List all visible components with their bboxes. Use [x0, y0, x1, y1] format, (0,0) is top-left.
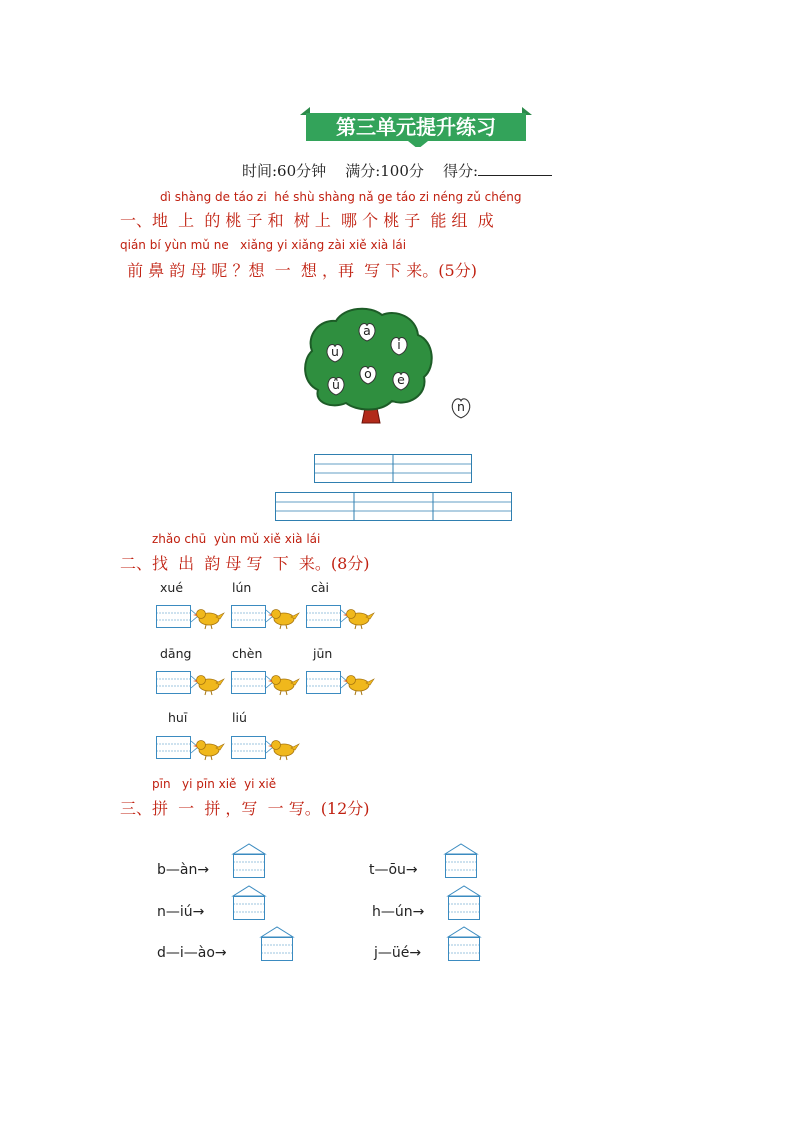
q1-text-1: 一、地 上 的 桃 子 和 树 上 哪 个 桃 子 能 组 成	[120, 211, 494, 230]
house-write-box[interactable]	[443, 842, 479, 880]
title-banner	[300, 107, 532, 147]
spell-item: t—ōu→	[369, 862, 418, 878]
write-box-icon	[231, 670, 301, 696]
house-write-box[interactable]	[446, 925, 482, 963]
q2-pinyin: zhǎo chū yùn mǔ xiě xià lái	[152, 532, 321, 546]
score-label: 满分:100分	[345, 162, 424, 180]
house-write-box[interactable]	[231, 842, 267, 880]
word-pinyin: huī	[168, 710, 188, 725]
q1-pinyin-1: dì shàng de táo zi hé shù shàng nǎ ge táo zi néng zǔ chéng	[160, 190, 522, 204]
house-write-box[interactable]	[259, 925, 295, 963]
score-blank[interactable]	[478, 163, 552, 176]
write-box-with-bird[interactable]	[156, 604, 226, 630]
spell-item: b—àn→	[157, 862, 210, 878]
spell-item: h—ún→	[372, 904, 425, 920]
word-pinyin: chèn	[232, 646, 263, 661]
q1-pinyin-2: qián bí yùn mǔ ne xiǎng yi xiǎng zài xiě xià lái	[120, 238, 407, 252]
peach-letter: u	[331, 344, 339, 359]
write-box-with-bird[interactable]	[231, 670, 301, 696]
peach-letter: ü	[332, 377, 340, 392]
peach-letter: n	[457, 399, 465, 414]
word-pinyin: cài	[311, 580, 330, 595]
house-write-box[interactable]	[231, 884, 267, 922]
write-box-icon	[231, 735, 301, 761]
peach-i[interactable]	[388, 334, 410, 356]
write-box-icon	[156, 670, 226, 696]
peach-n[interactable]	[449, 395, 473, 419]
q2-text: 二、找 出 韵 母 写 下 来。(8分)	[120, 554, 370, 573]
peach-a[interactable]	[356, 320, 378, 342]
answer-grid-2[interactable]	[314, 454, 474, 486]
write-box-with-bird[interactable]	[156, 735, 226, 761]
write-box-icon	[231, 604, 301, 630]
write-box-with-bird[interactable]	[156, 670, 226, 696]
peach-e[interactable]	[390, 369, 412, 391]
write-box-icon	[156, 604, 226, 630]
peach-letter: o	[364, 366, 372, 381]
q3-pinyin: pīn yi pīn xiě yi xiě	[152, 777, 277, 791]
write-box-with-bird[interactable]	[231, 604, 301, 630]
write-box-with-bird[interactable]	[306, 670, 376, 696]
answer-grid-3[interactable]	[275, 492, 515, 524]
spell-item: d—i—ào→	[157, 945, 227, 961]
word-pinyin: jūn	[313, 646, 333, 661]
word-pinyin: liú	[232, 710, 247, 725]
word-pinyin: dāng	[160, 646, 192, 661]
got-label: 得分:	[442, 162, 479, 180]
page-title: 第三单元提升练习	[336, 115, 496, 139]
peach-u[interactable]	[324, 341, 346, 363]
peach-letter: i	[397, 337, 401, 352]
write-box-icon	[306, 604, 376, 630]
write-box-with-bird[interactable]	[231, 735, 301, 761]
time-label: 时间:60分钟	[241, 162, 327, 180]
peach-o[interactable]	[357, 363, 379, 385]
spell-item: j—üé→	[374, 945, 422, 961]
spell-item: n—iú→	[157, 904, 205, 920]
q3-text: 三、拼 一 拼 ，写 一 写。(12分)	[120, 799, 370, 818]
word-pinyin: xué	[160, 580, 184, 595]
house-write-box[interactable]	[446, 884, 482, 922]
peach-letter: a	[363, 323, 371, 338]
peach-letter: e	[397, 372, 405, 387]
word-pinyin: lún	[232, 580, 252, 595]
write-box-icon	[156, 735, 226, 761]
exam-info	[0, 160, 794, 181]
write-box-with-bird[interactable]	[306, 604, 376, 630]
peach-u-umlaut[interactable]	[325, 374, 347, 396]
write-box-icon	[306, 670, 376, 696]
q1-text-2: 前 鼻 韵 母 呢 ？想 一 想 ，再 写 下 来。(5分)	[122, 261, 477, 280]
